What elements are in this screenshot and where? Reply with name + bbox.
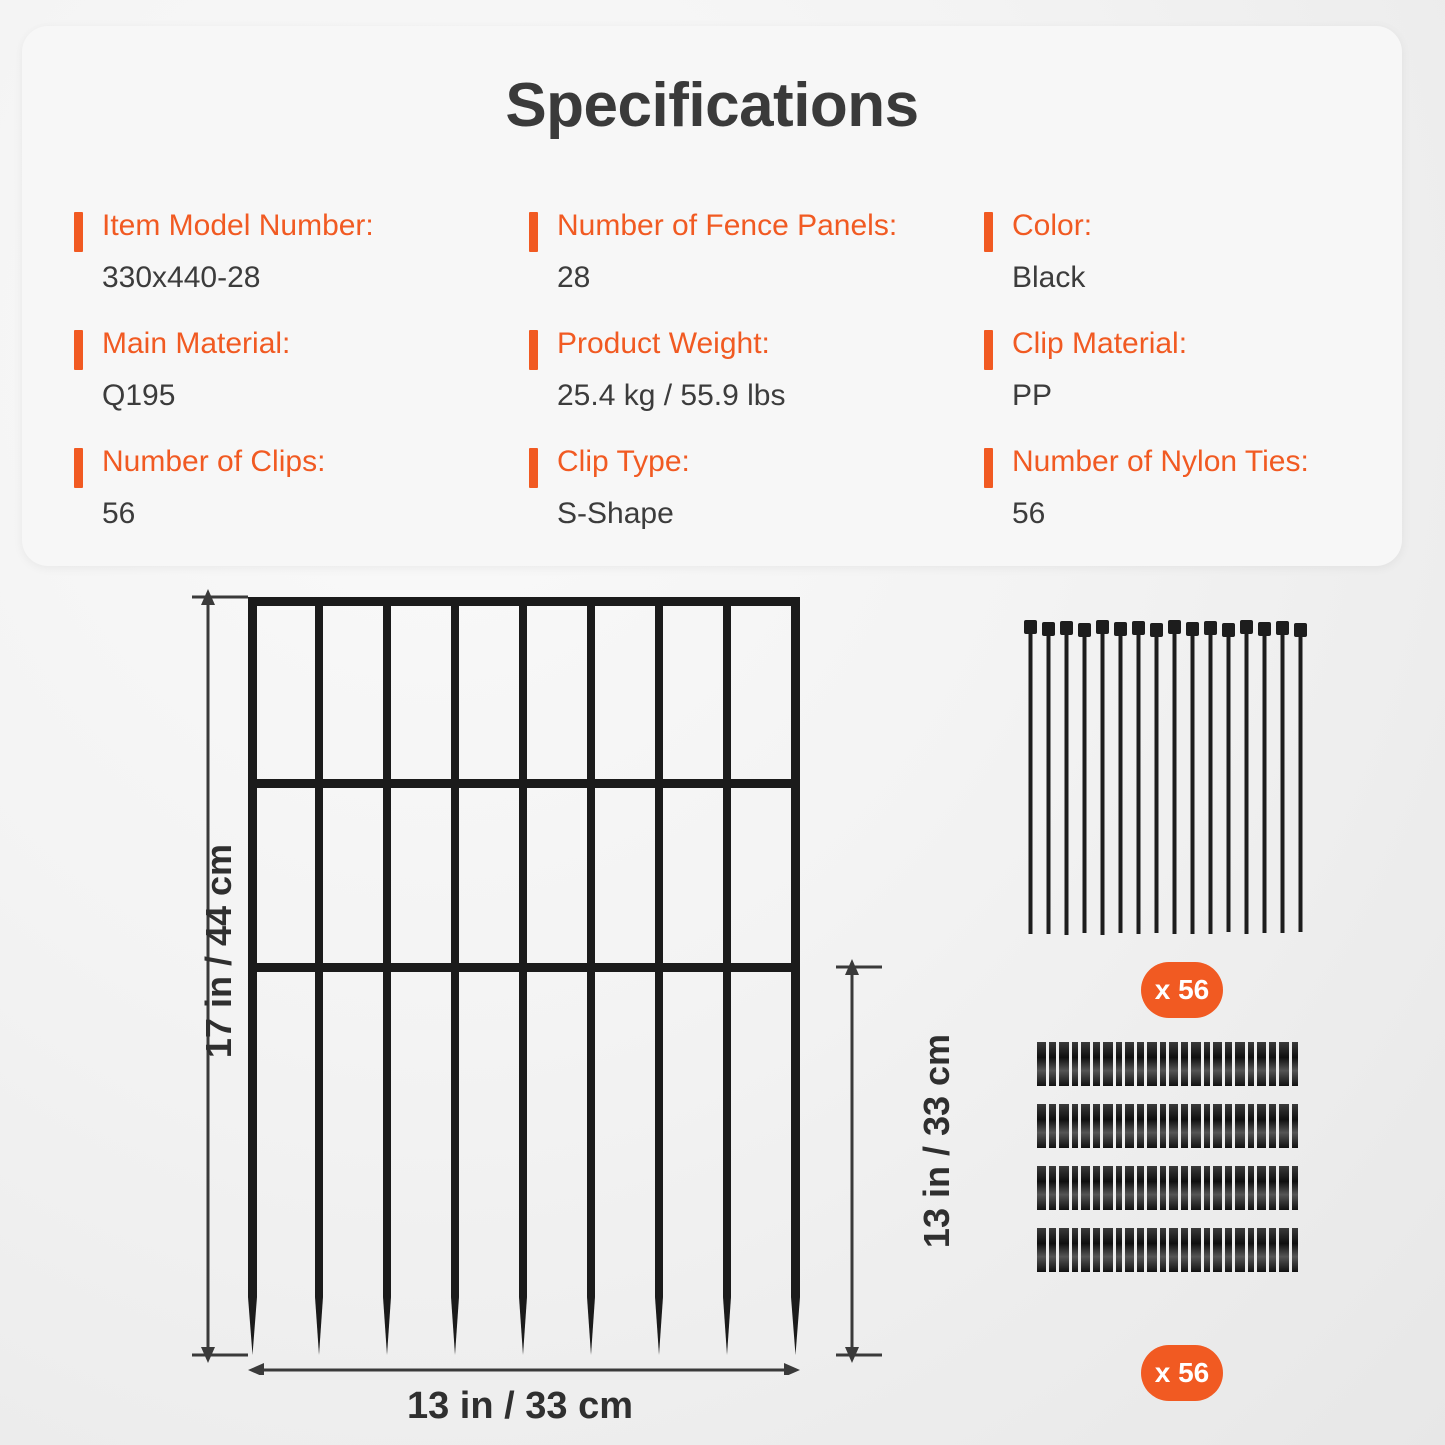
spec-label: Color: — [1012, 209, 1093, 242]
spec-item-clip-material — [984, 324, 1374, 442]
spec-item-number-of-fence-panels — [529, 206, 984, 324]
spec-value: 28 — [557, 261, 591, 294]
spec-value: Q195 — [102, 379, 176, 412]
specifications-grid — [74, 206, 1374, 560]
fence-panel-illustration — [130, 575, 910, 1375]
fence-panel-diagram — [130, 575, 958, 1427]
clips-quantity-badge: x 56 — [1141, 1345, 1223, 1401]
nylon-ties-quantity-badge: x 56 — [1141, 962, 1223, 1018]
spec-value: 56 — [102, 497, 136, 530]
fence-stakes — [248, 967, 800, 1355]
fence-grid — [248, 597, 800, 972]
accent-bar-icon — [984, 212, 993, 252]
accent-bar-icon — [529, 448, 538, 488]
spec-label: Clip Type: — [557, 445, 690, 478]
specifications-card — [22, 26, 1402, 566]
spec-item-main-material — [74, 324, 529, 442]
spec-label: Number of Fence Panels: — [557, 209, 898, 242]
spec-item-item-model-number — [74, 206, 529, 324]
leg-dimension-label: 13 in / 33 cm — [916, 1033, 958, 1249]
leg-dimension-line — [836, 959, 882, 1363]
page-title: Specifications — [505, 71, 919, 140]
accent-bar-icon — [529, 330, 538, 370]
spec-value: 25.4 kg / 55.9 lbs — [557, 379, 786, 412]
spec-label: Main Material: — [102, 327, 291, 360]
spec-item-number-of-clips — [74, 442, 529, 560]
nylon-ties-illustration — [1020, 620, 1320, 950]
spec-label: Number of Nylon Ties: — [1012, 445, 1309, 478]
spec-item-number-of-nylon-ties — [984, 442, 1374, 560]
width-dimension-label: 13 in / 33 cm — [406, 1385, 633, 1427]
spec-value: 330x440-28 — [102, 261, 261, 294]
spec-label: Product Weight: — [557, 327, 770, 360]
spec-item-color — [984, 206, 1374, 324]
accent-bar-icon — [74, 212, 83, 252]
height-dimension-label: 17 in / 44 cm — [198, 843, 240, 1059]
accent-bar-icon — [984, 330, 993, 370]
spec-label: Clip Material: — [1012, 327, 1188, 360]
spec-item-clip-type — [529, 442, 984, 560]
accent-bar-icon — [74, 330, 83, 370]
spec-value: PP — [1012, 379, 1053, 412]
width-dimension-line — [248, 1363, 800, 1375]
spec-label: Number of Clips: — [102, 445, 326, 478]
accent-bar-icon — [529, 212, 538, 252]
clips-illustration — [1035, 1040, 1305, 1285]
nylon-ties-svg — [1020, 620, 1320, 950]
spec-value: 56 — [1012, 497, 1046, 530]
spec-value: Black — [1012, 261, 1086, 294]
accent-bar-icon — [984, 448, 993, 488]
clips-svg — [1035, 1040, 1305, 1285]
spec-value: S-Shape — [557, 497, 674, 530]
spec-label: Item Model Number: — [102, 209, 374, 242]
spec-item-product-weight — [529, 324, 984, 442]
accent-bar-icon — [74, 448, 83, 488]
